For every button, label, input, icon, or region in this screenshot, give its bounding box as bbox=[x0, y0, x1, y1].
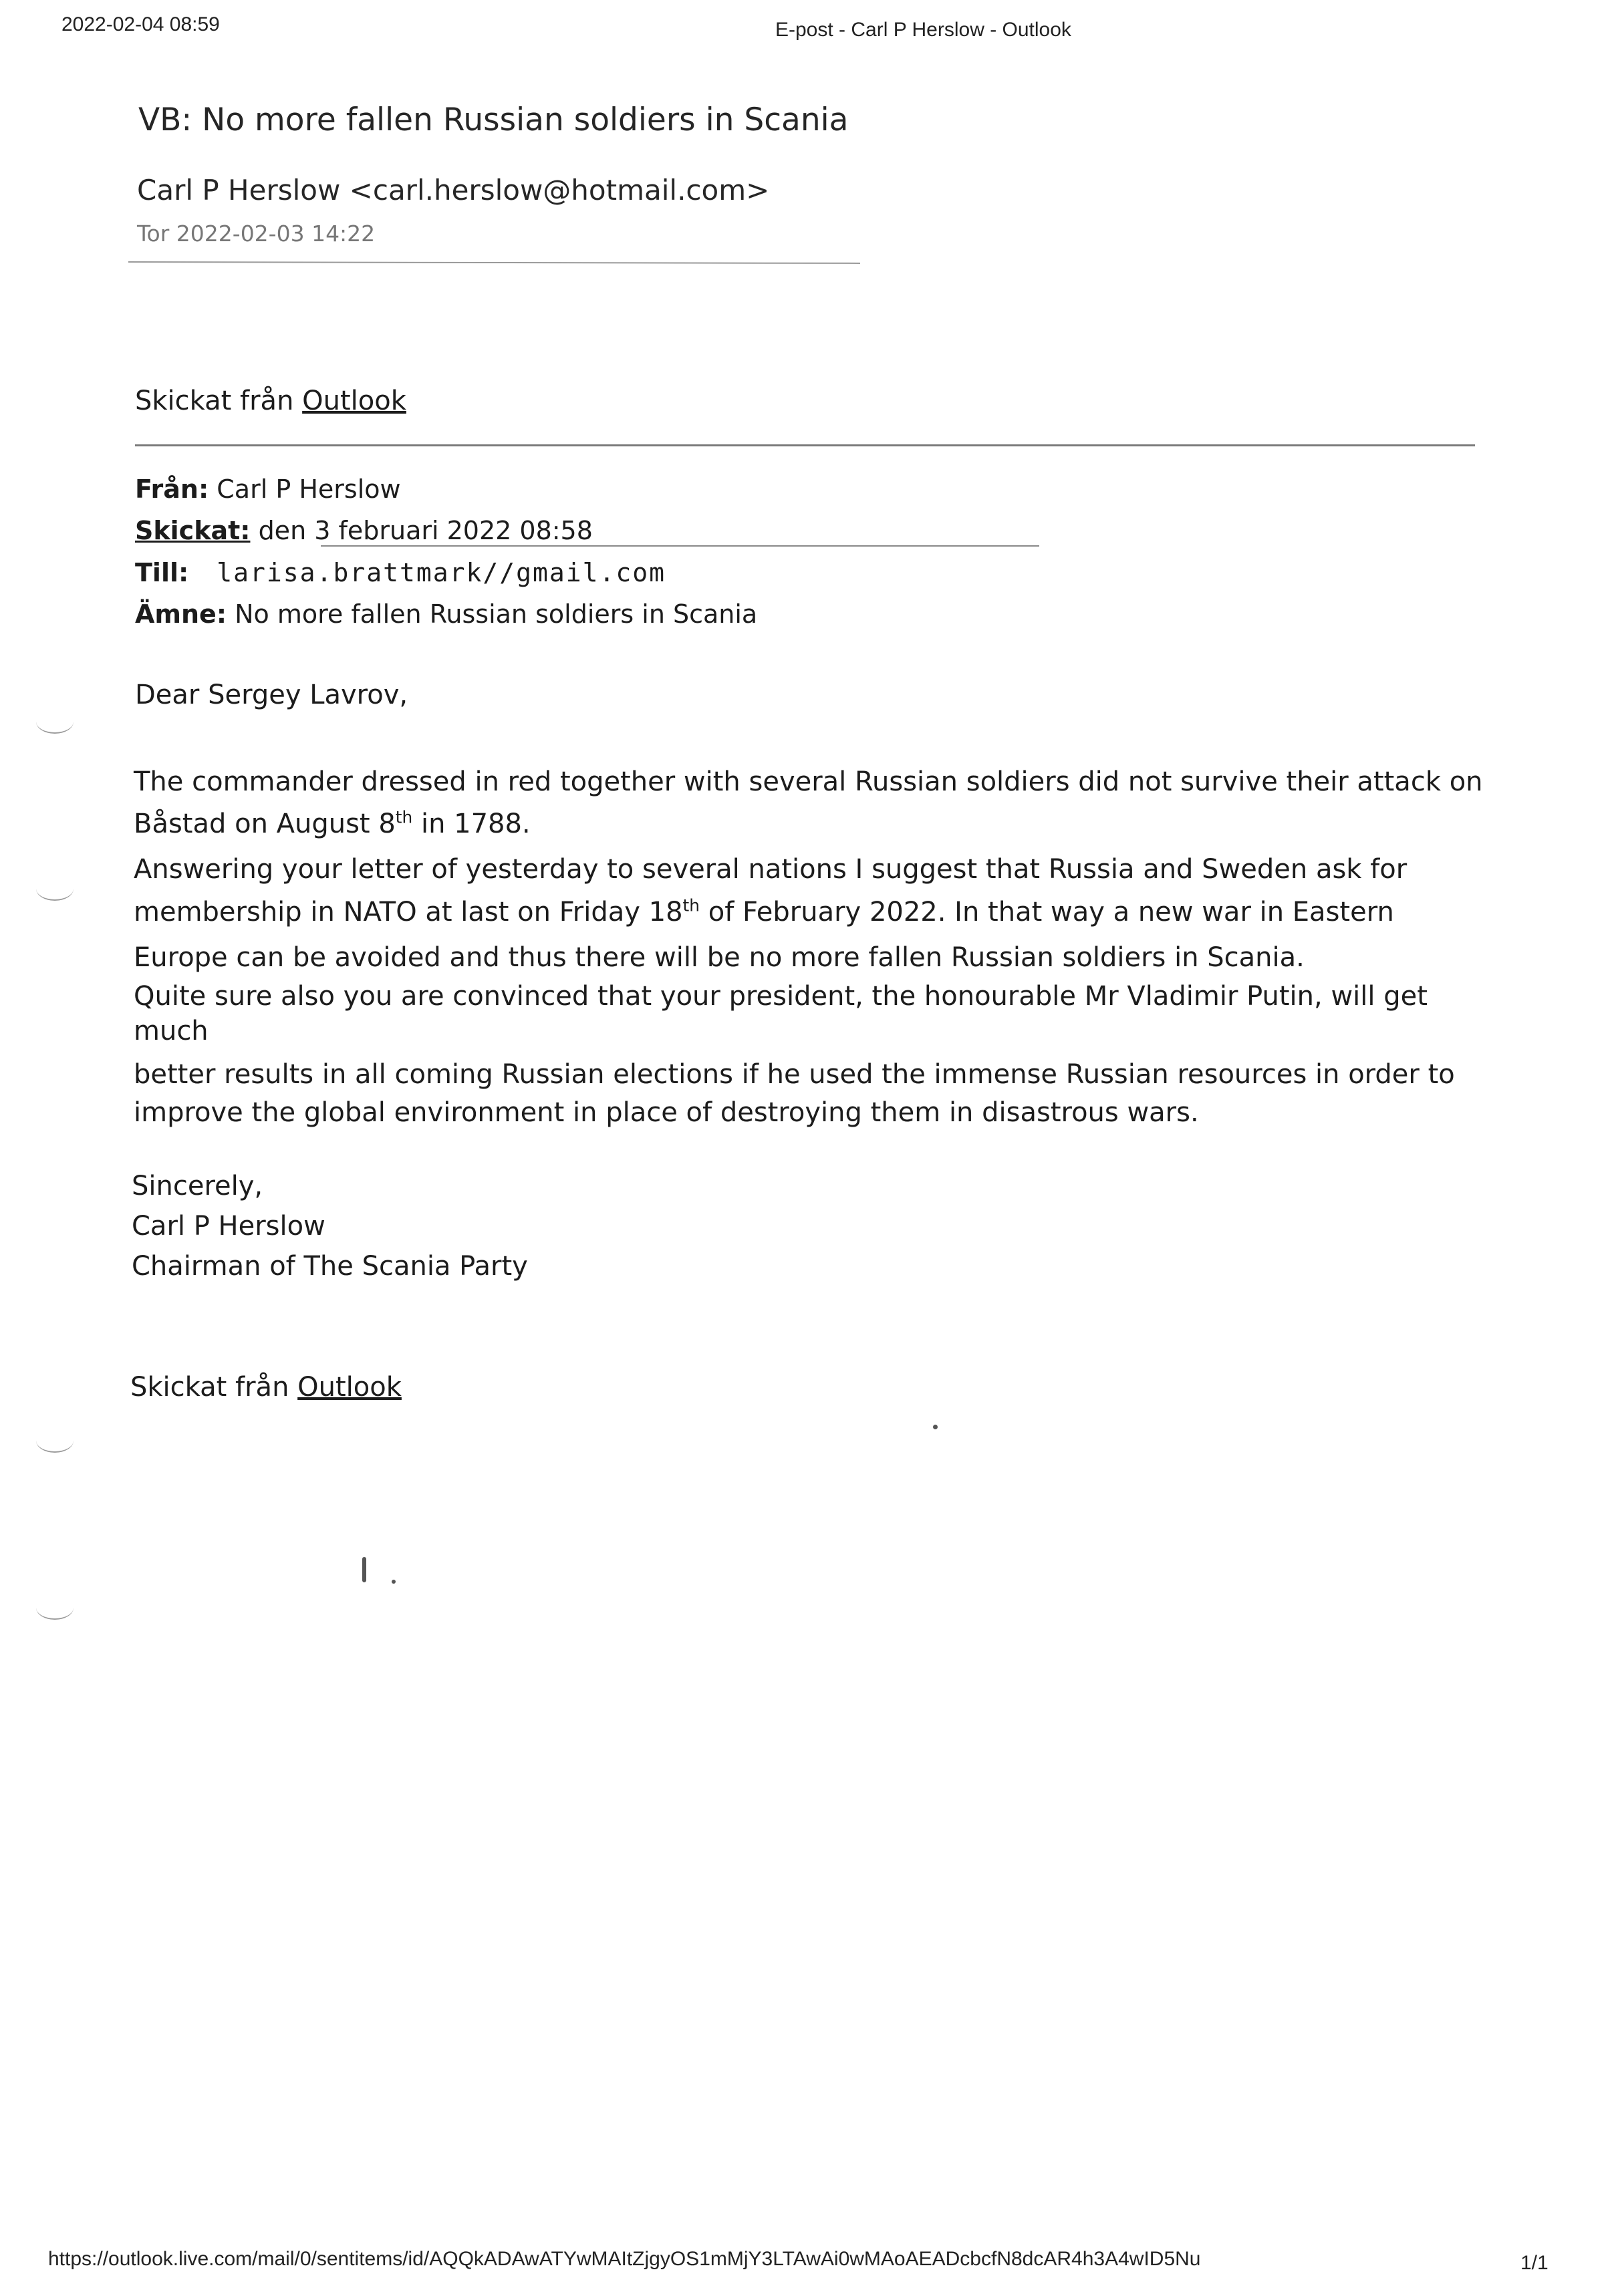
forward-sent-label: Skickat: bbox=[135, 516, 251, 545]
letter-p2-line2 bbox=[134, 897, 1394, 927]
letter-p1-line2 bbox=[134, 809, 531, 839]
letter-sent-from-line bbox=[130, 1372, 402, 1403]
forward-from-value: Carl P Herslow bbox=[217, 474, 401, 504]
letter-sent-from-prefix: Skickat från bbox=[130, 1372, 298, 1403]
scan-speck bbox=[392, 1580, 396, 1584]
forward-to-row bbox=[135, 558, 666, 587]
print-window-title: E-post - Carl P Herslow - Outlook bbox=[775, 19, 1071, 41]
email-sent-date: Tor 2022-02-03 14:22 bbox=[137, 221, 376, 247]
letter-p3-line2: much bbox=[134, 1016, 209, 1046]
binder-hole-mark bbox=[36, 710, 74, 734]
forward-subject-label: Ämne: bbox=[135, 599, 227, 629]
forward-sent-value: den 3 februari 2022 08:58 bbox=[258, 516, 593, 545]
letter-greeting: Dear Sergey Lavrov, bbox=[135, 680, 408, 710]
letter-closing: Sincerely, bbox=[132, 1171, 263, 1201]
sent-row-underline bbox=[321, 545, 1039, 547]
print-page-number: 1/1 bbox=[1520, 2252, 1549, 2274]
letter-p3-line3: better results in all coming Russian elections if he used the immense Russian resources in order to bbox=[134, 1059, 1455, 1090]
binder-hole-mark bbox=[36, 877, 74, 901]
p1-line2-sup: th bbox=[395, 807, 413, 827]
print-footer-url: https://outlook.live.com/mail/0/sentitems/id/AQQkADAwATYwMAItZjgyOS1mMjY3LTAwAi0wMAoAEADcbcfN8dcAR4h3A4wID5Nu bbox=[48, 2248, 1201, 2270]
letter-p3-line1: Quite sure also you are convinced that your president, the honourable Mr Vladimir Putin, will get bbox=[134, 981, 1428, 1012]
sent-from-line bbox=[135, 386, 406, 416]
forward-divider bbox=[135, 444, 1475, 446]
forward-from-label: Från: bbox=[135, 474, 209, 504]
forward-sent-row bbox=[135, 516, 593, 545]
forward-subject-value: No more fallen Russian soldiers in Scania bbox=[235, 599, 758, 629]
signature-title: Chairman of The Scania Party bbox=[132, 1251, 528, 1282]
letter-p3-line4: improve the global environment in place of destroying them in disastrous wars. bbox=[134, 1097, 1199, 1128]
binder-hole-mark bbox=[36, 1429, 74, 1453]
outlook-link[interactable]: Outlook bbox=[302, 386, 406, 416]
binder-hole-mark bbox=[36, 1596, 74, 1620]
p2-line2-text: membership in NATO at last on Friday 18 bbox=[134, 897, 683, 927]
forward-to-value: larisa.brattmark//gmail.com bbox=[217, 558, 666, 587]
letter-outlook-link[interactable]: Outlook bbox=[297, 1372, 402, 1403]
p2-line2-sup: th bbox=[682, 895, 700, 915]
scan-speck bbox=[933, 1425, 938, 1429]
letter-p1-line1: The commander dressed in red together with several Russian soldiers did not survive their attack on bbox=[134, 766, 1483, 797]
p1-line2-tail: in 1788. bbox=[412, 809, 531, 839]
forward-subject-row bbox=[135, 599, 757, 629]
email-sender: Carl P Herslow <carl.herslow@hotmail.com> bbox=[137, 174, 770, 206]
print-datetime: 2022-02-04 08:59 bbox=[61, 13, 220, 35]
p2-line2-tail: of February 2022. In that way a new war in Eastern bbox=[700, 897, 1394, 927]
forward-from-row bbox=[135, 474, 401, 504]
p1-line2-text: Båstad on August 8 bbox=[134, 809, 396, 839]
email-subject: VB: No more fallen Russian soldiers in Scania bbox=[138, 102, 849, 138]
sent-from-prefix: Skickat från bbox=[135, 386, 303, 416]
letter-p2-line3: Europe can be avoided and thus there will be no more fallen Russian soldiers in Scania. bbox=[134, 942, 1305, 973]
scan-speck bbox=[362, 1557, 366, 1582]
header-divider bbox=[128, 261, 860, 264]
letter-p2-line1: Answering your letter of yesterday to several nations I suggest that Russia and Sweden ask for bbox=[134, 854, 1407, 885]
forward-to-label: Till: bbox=[135, 558, 189, 587]
signature-name: Carl P Herslow bbox=[132, 1211, 325, 1242]
